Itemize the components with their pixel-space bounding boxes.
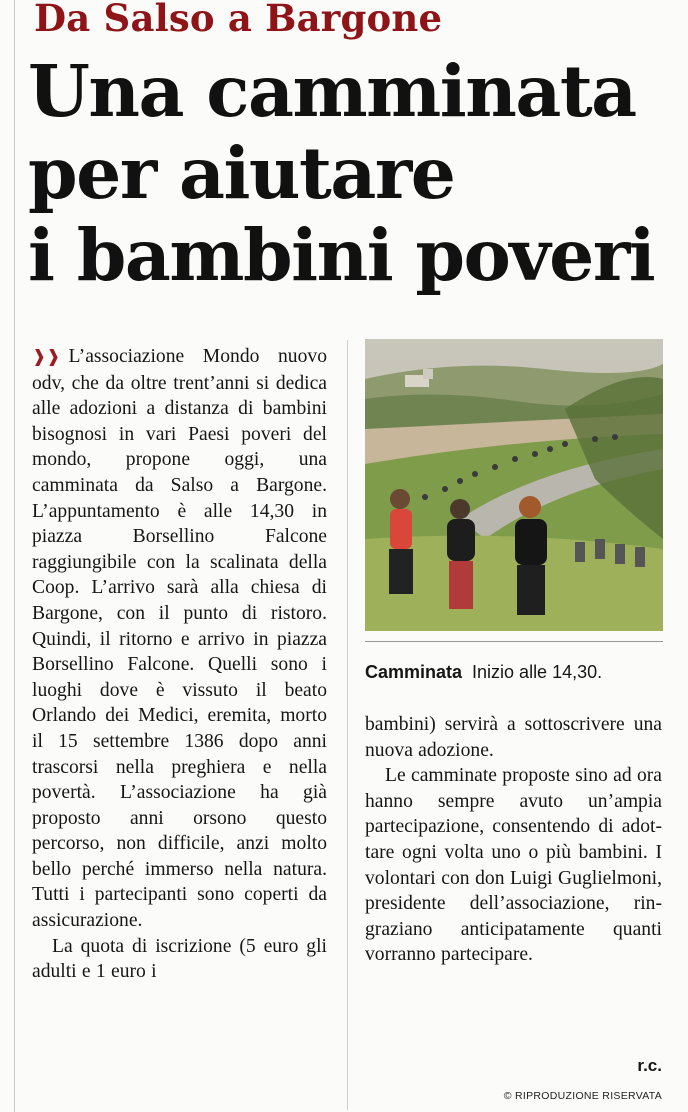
column-divider xyxy=(347,340,348,1110)
paragraph-1-text: L’associazione Mondo nuovo odv, che da oltre trent’anni si dedica alle adozioni a distanza di bambini bisognosi in vari Paesi poveri del mondo, propone oggi, una camminata da Salso a Bargone. L’appuntamento è alle 14,30 in piazza Borsellino Falcone raggiungibile con la scalinata della Coop. L’arrivo sarà alla chiesa di Bargone, con il punto di ristoro. Quindi, il ritorno e arrivo in piazza Borsellino Falcone. Quelli sono i luoghi dove è vissuto il beato Orlando dei Medici, eremita, morto il 15 settembre 1386 dopo anni trascorsi nella preghiera e nella povertà. L’associazione ha già proposto anni orsono questo percorso, non difficile, anzi molto bello perché immerso nella natura. Tutti i partecipanti sono coperti da assicurazione. xyxy=(32,346,327,932)
article-left-column xyxy=(32,344,327,985)
article-photo-walkers xyxy=(365,339,663,631)
caption-text: Inizio alle 14,30. xyxy=(472,662,603,682)
article-paragraph-2: La quota di iscrizione (5 euro gli adulti e 1 euro i xyxy=(32,935,327,983)
article-headline xyxy=(28,50,678,296)
double-chevron-quote-icon: ❱❱ xyxy=(32,347,61,367)
headline-line-3: i bambini poveri xyxy=(28,213,655,297)
article-kicker: Da Salso a Bargone xyxy=(34,0,443,40)
page-edge-rule xyxy=(14,0,15,1112)
headline-line-1: Una camminata xyxy=(28,49,636,133)
author-signature: r.c. xyxy=(637,1056,662,1075)
article-right-column xyxy=(365,712,662,968)
article-paragraph-3: bambini) servirà a sottoscrivere una nuova adozione. xyxy=(365,714,662,761)
copyright-notice: © RIPRODUZIONE RISERVATA xyxy=(503,1090,662,1102)
photo-caption xyxy=(365,662,665,683)
headline-line-2: per aiutare xyxy=(28,131,455,215)
caption-title: Camminata xyxy=(365,662,463,682)
article-paragraph-4: Le camminate proposte sino ad ora hanno sempre avuto un’ampia partecipazione, consentendo di adottare ogni volta uno o più bambini. I volontari con don Luigi Guglielmoni, presidente dell’associazione, ringraziano anticipatamente quanti vorranno partecipare. xyxy=(365,765,662,966)
photo-caption-divider xyxy=(365,641,663,642)
article-paragraph-1 xyxy=(32,344,327,934)
